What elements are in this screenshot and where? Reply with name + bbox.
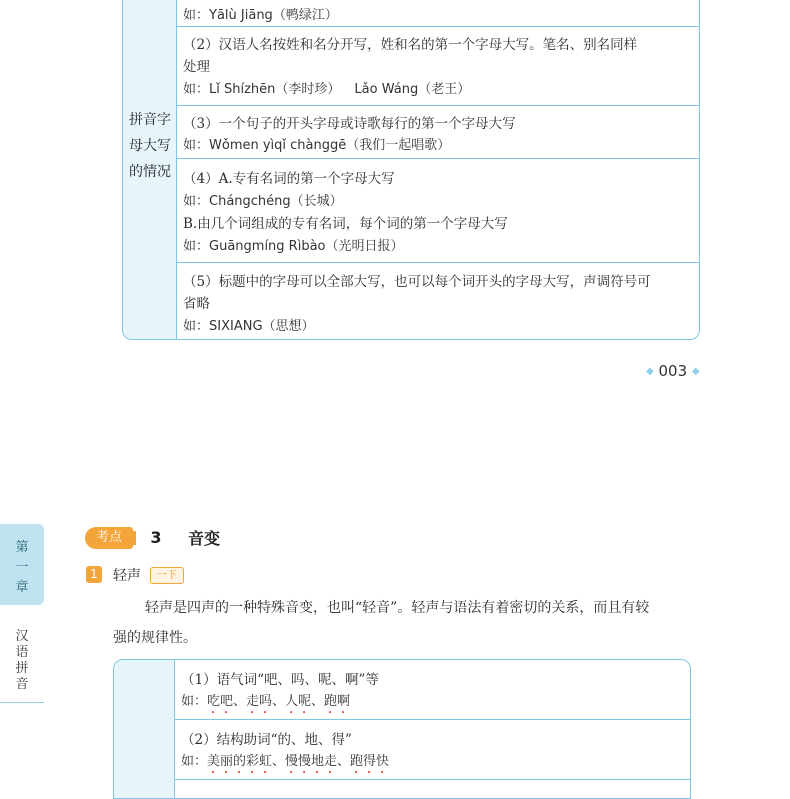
example-line: 如：Guāngmíng Rìbào（光明日报） <box>183 239 404 254</box>
table-row <box>177 263 699 341</box>
rule-text: （5）标题中的字母可以全部大写，也可以每个词开头的字母大写，声调符号可 <box>183 274 651 290</box>
table-row <box>177 0 699 27</box>
table-row <box>175 660 690 720</box>
chapter-number-tab: 第 一 章 <box>0 524 44 605</box>
example-line: 如：吃吧、走吗、人呢、跑啊 <box>181 694 351 709</box>
example-line: 如：SIXIANG（思想） <box>183 319 315 334</box>
category-label: 拼音字 母大写 的情况 <box>129 112 171 180</box>
rule-text: （2）结构助词“的、地、得” <box>181 732 352 748</box>
category-cell <box>114 660 175 798</box>
example-line: 如：美丽的彩虹、慢慢地走、跑得快 <box>181 754 390 769</box>
category-cell <box>123 0 177 339</box>
rule-text: 处理 <box>183 59 210 75</box>
example-line: 如：Lǐ Shízhēn（李时珍） Lǎo Wáng（老王） <box>183 82 471 97</box>
divider <box>0 702 44 703</box>
rule-text: 省略 <box>183 296 210 312</box>
section-title: 音变 <box>188 529 221 548</box>
page-number: ◆ 003 ◆ <box>646 362 700 380</box>
rule-text: B.由几个词组成的专有名词，每个词的第一个字母大写 <box>183 216 508 232</box>
neutral-tone-table <box>113 659 691 799</box>
table-row <box>177 159 699 263</box>
rule-text: （3）一个句子的开头字母或诗歌每行的第一个字母大写 <box>183 116 516 132</box>
dot-icon: ◆ <box>691 366 700 377</box>
subsection-number: 1 <box>86 566 102 583</box>
intro-paragraph-line: 强的规律性。 <box>113 630 197 646</box>
dot-icon: ◆ <box>646 366 654 377</box>
grade-tag: 一下 <box>150 567 184 584</box>
table-row <box>175 720 690 780</box>
rule-text: （2）汉语人名按姓和名分开写，姓和名的第一个字母大写。笔名、别名同样 <box>183 37 638 53</box>
example-line: 如：Wǒmen yìqǐ chànggē（我们一起唱歌） <box>183 138 451 153</box>
section-number: 3 <box>150 528 162 547</box>
table-row <box>177 27 699 106</box>
rule-text: （1）语气词“吧、吗、呢、啊”等 <box>181 672 379 688</box>
section-badge: 考点 <box>85 527 133 549</box>
subsection-title: 轻声 <box>113 568 141 584</box>
example-line: 如：Yālù Jiāng（鸭绿江） <box>183 8 338 23</box>
chapter-side-tab[interactable]: 第 一 章 汉 语 拼 音 <box>0 524 44 704</box>
table-row <box>177 106 699 159</box>
intro-paragraph-line: 轻声是四声的一种特殊音变，也叫“轻音”。轻声与语法有着密切的关系，而且有较 <box>145 600 650 616</box>
capitalization-table <box>122 0 700 340</box>
rule-text: （4）A.专有名词的第一个字母大写 <box>183 171 395 187</box>
example-line: 如：Chángchéng（长城） <box>183 194 343 209</box>
